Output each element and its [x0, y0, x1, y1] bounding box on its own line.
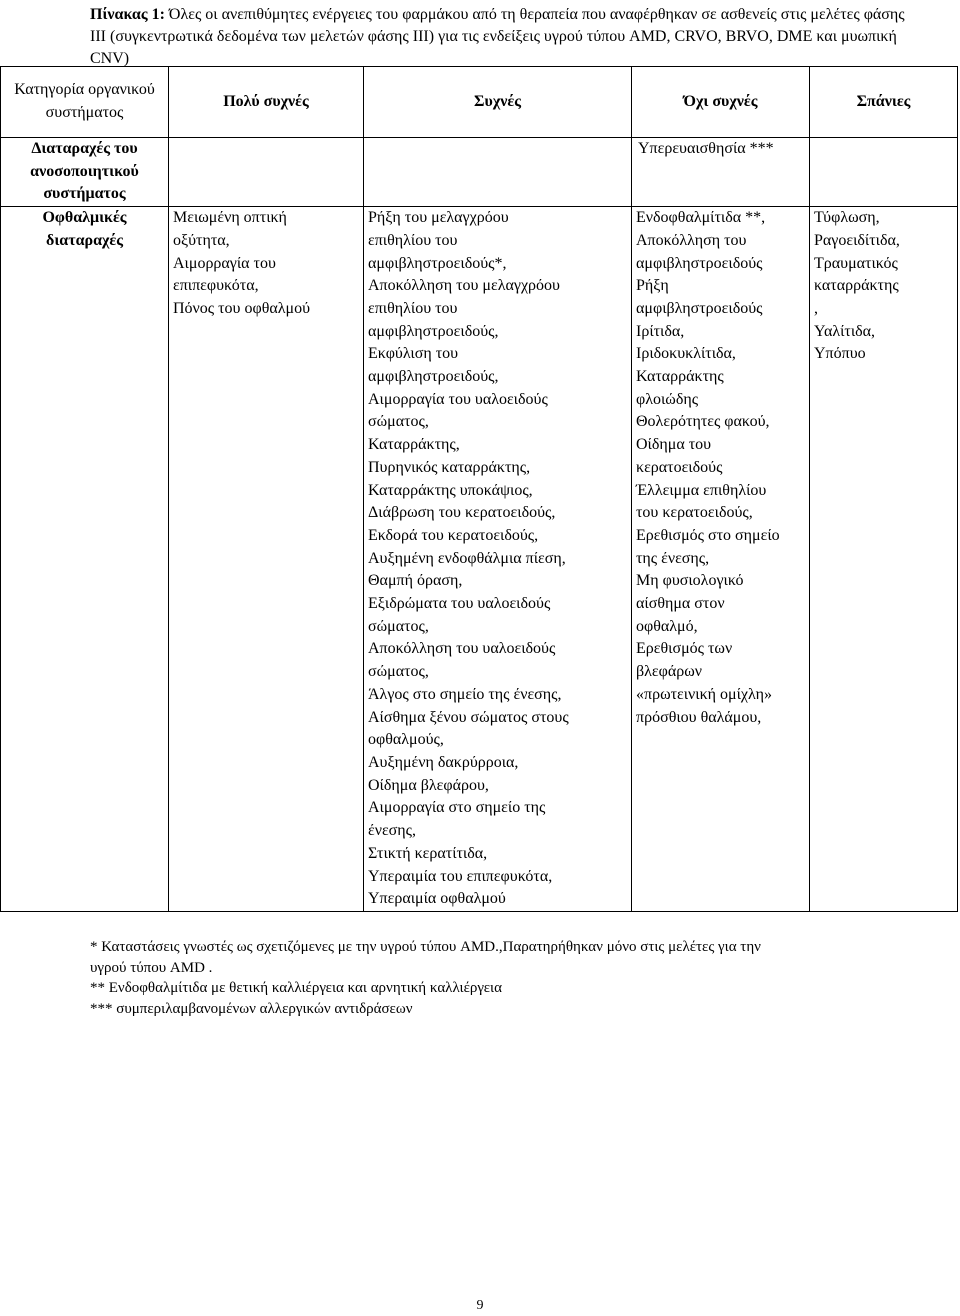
reaction-line: Οίδημα βλεφάρου,: [368, 776, 489, 794]
reaction-line: κερατοειδούς: [636, 458, 723, 476]
reaction-line: Αποκόλληση του: [636, 231, 747, 249]
reaction-line: Πυρηνικός καταρράκτης,: [368, 458, 531, 476]
reaction-line: ένεσης,: [368, 822, 416, 840]
reaction-line: Τραυματικός: [814, 254, 898, 272]
reaction-line: Πόνος του οφθαλμού: [173, 299, 311, 317]
header-common: Συχνές: [364, 67, 632, 138]
reaction-line: σώματος,: [368, 663, 429, 681]
reaction-line: οφθαλμούς,: [368, 731, 444, 749]
reaction-line: Ιρίτιδα,: [636, 322, 685, 340]
reaction-line: οφθαλμό,: [636, 617, 698, 635]
soc-cell: Διαταραχές του ανοσοποιητικού συστήματος: [1, 138, 169, 207]
rare-cell: [810, 138, 958, 207]
reaction-line: Υπερευαισθησία ***: [638, 140, 774, 157]
reaction-line: Έλλειμμα επιθηλίου: [636, 481, 767, 499]
table-row: [1, 138, 958, 207]
common-cell: [364, 207, 632, 912]
reaction-line: Αποκόλληση του μελαγχρόου: [368, 277, 560, 295]
soc-cell: Οφθαλμικές διαταραχές: [1, 207, 169, 912]
footnote-1: * Καταστάσεις γνωστές ως σχετιζόμενες με την υγρού τύπου AMD.,Παρατηρήθηκαν μόνο στις μελέτες για την: [90, 939, 761, 955]
footnote-3: *** συμπεριλαμβανομένων αλλεργικών αντιδράσεων: [90, 1000, 413, 1017]
reaction-line: Ρήξη του μελαγχρόου: [368, 209, 509, 227]
reaction-line: σώματος,: [368, 413, 429, 431]
reaction-line: Τύφλωση,: [814, 209, 880, 227]
reaction-line: Στικτή κερατίτιδα,: [368, 844, 488, 862]
reaction-line: Αιμορραγία στο σημείο της: [368, 799, 546, 817]
very-common-cell: [169, 138, 364, 207]
reaction-line: Αιμορραγία του υαλοειδούς: [368, 390, 548, 408]
reaction-line: Υπεραιμία οφθαλμού: [368, 890, 506, 908]
reaction-line: Ερεθισμός στο σημείο: [636, 526, 780, 544]
reaction-line: Θαμπή όραση,: [368, 572, 463, 590]
reaction-line: βλεφάρων: [636, 663, 702, 681]
reaction-line: Ενδοφθαλμίτιδα **,: [636, 209, 766, 227]
reaction-line: Ραγοειδίτιδα,: [814, 231, 900, 249]
header-uncommon: Όχι συχνές: [632, 67, 810, 138]
rare-cell: [810, 207, 958, 912]
table-header-row: [1, 67, 958, 138]
adverse-reactions-table: [0, 66, 958, 912]
reaction-line: επιθηλίου του: [368, 299, 458, 317]
reaction-line: Αποκόλληση του υαλοειδούς: [368, 640, 556, 658]
footnote-2: ** Ενδοφθαλμίτιδα με θετική καλλιέργεια και αρνητική καλλιέργεια: [90, 980, 502, 996]
page-number: 9: [476, 1298, 484, 1313]
reaction-line: αίσθημα στον: [636, 595, 725, 613]
reaction-line: Καταρράκτης υποκάψιος,: [368, 481, 533, 499]
reaction-line: Εξιδρώματα του υαλοειδούς: [368, 595, 551, 613]
reaction-line: Αιμορραγία του: [173, 254, 276, 272]
reaction-line: καταρράκτης: [814, 277, 899, 295]
reaction-line: Ερεθισμός των: [636, 640, 733, 658]
reaction-line: Μη φυσιολογικό: [636, 572, 744, 590]
reaction-line: αμφιβληστροειδούς: [636, 299, 763, 317]
caption-text: Όλες οι ανεπιθύμητες ενέργειες του φαρμάκου από τη θεραπεία που αναφέρθηκαν σε ασθενείς στις μελέτες φάσης ΙΙΙ (συγκεντρωτικά δεδομένα των μελετών φάσης ΙΙΙ) για τις ενδείξεις υγρού τύπου AMD, CRVO, BRVO, DME και μυωπική CNV): [90, 6, 905, 67]
uncommon-cell: [632, 138, 810, 207]
reaction-line: της ένεσης,: [636, 549, 710, 567]
reaction-line: πρόσθιου θαλάμου,: [636, 708, 762, 726]
reaction-line: Υπόπυο: [814, 345, 866, 363]
reaction-line: Ρήξη: [636, 277, 669, 295]
reaction-line: Αυξημένη ενδοφθάλμια πίεση,: [368, 549, 566, 567]
reaction-line: Καταρράκτης: [636, 368, 724, 386]
reaction-line: Διάβρωση του κερατοειδούς,: [368, 504, 556, 522]
reaction-line: Εκφύλιση του: [368, 345, 459, 363]
header-rare: Σπάνιες: [810, 67, 958, 138]
reaction-line: επιθηλίου του: [368, 231, 458, 249]
reaction-line: του κερατοειδούς,: [636, 504, 753, 522]
reaction-line: Εκδορά του κερατοειδούς,: [368, 526, 539, 544]
reaction-line: Αυξημένη δακρύρροια,: [368, 753, 519, 771]
reaction-line: σώματος,: [368, 617, 429, 635]
reaction-line: φλοιώδης: [636, 390, 699, 408]
reaction-line: Ιριδοκυκλίτιδα,: [636, 345, 736, 363]
reaction-line: οξύτητα,: [173, 231, 230, 249]
header-very-common: Πολύ συχνές: [169, 67, 364, 138]
very-common-cell: [169, 207, 364, 912]
reaction-line: Καταρράκτης,: [368, 436, 460, 454]
reaction-line: Υπεραιμία του επιπεφυκότα,: [368, 867, 553, 885]
table-row: [1, 207, 958, 912]
reaction-line: Θολερότητες φακού,: [636, 413, 770, 431]
reaction-line: Αίσθημα ξένου σώματος στους: [368, 708, 569, 726]
header-soc: Κατηγορία οργανικού συστήματος: [1, 67, 169, 138]
reaction-line: Οίδημα του: [636, 436, 712, 454]
reaction-line: Υαλίτιδα,: [814, 322, 876, 340]
caption-label: Πίνακας 1:: [90, 6, 165, 23]
reaction-line: επιπεφυκότα,: [173, 277, 259, 295]
reaction-line: αμφιβληστροειδούς: [636, 254, 763, 272]
reaction-line: Άλγος στο σημείο της ένεσης,: [368, 685, 562, 703]
uncommon-cell: [632, 207, 810, 912]
reaction-line: αμφιβληστροειδούς*,: [368, 254, 507, 272]
reaction-line: ,: [814, 299, 818, 317]
table-caption: [90, 4, 910, 70]
reaction-line: Μειωμένη οπτική: [173, 209, 287, 227]
reaction-line: αμφιβληστροειδούς,: [368, 322, 499, 340]
footnote-1-continued: υγρού τύπου AMD .: [90, 959, 213, 976]
footnotes: [90, 937, 910, 1019]
common-cell: [364, 138, 632, 207]
reaction-line: «πρωτεινική ομίχλη»: [636, 685, 772, 703]
reaction-line: αμφιβληστροειδούς,: [368, 368, 499, 386]
